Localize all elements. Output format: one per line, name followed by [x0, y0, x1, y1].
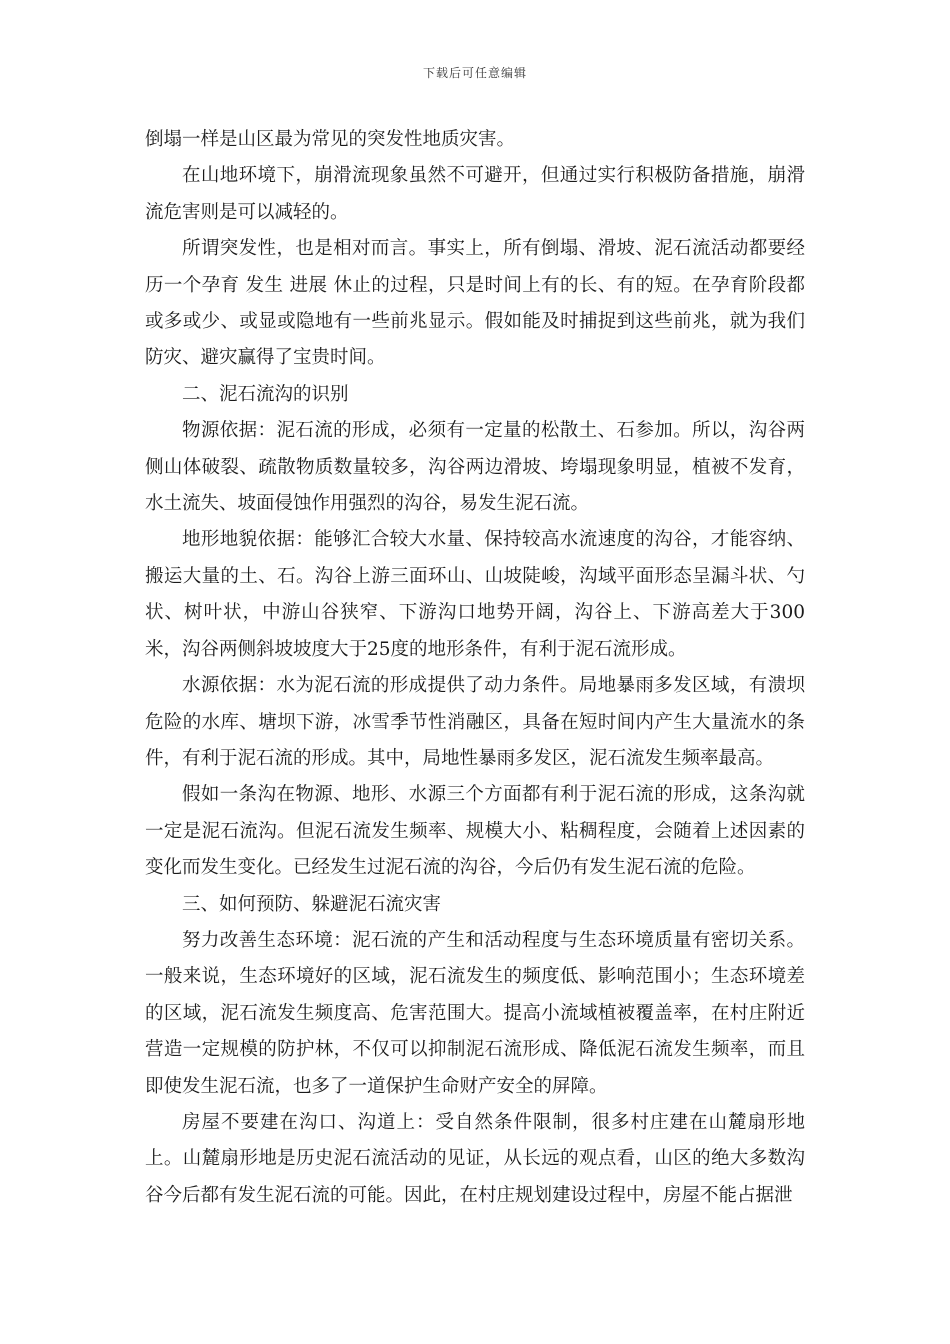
paragraph: 在山地环境下，崩滑流现象虽然不可避开，但通过实行积极防备措施，崩滑流危害则是可以减轻的。 [145, 165, 805, 223]
paragraph: 水源依据：水为泥石流的形成提供了动力条件。局地暴雨多发区域，有溃坝危险的水库、塘坝下游，冰雪季节性消融区，具备在短时间内产生大量流水的条件，有利于泥石流的形成。其中，局地性暴雨多发区，泥石流发生频率最高。 [145, 675, 805, 769]
section-heading: 二、泥石流沟的识别 [182, 383, 349, 405]
document-body [145, 122, 805, 1214]
paragraph: 假如一条沟在物源、地形、水源三个方面都有利于泥石流的形成，这条沟就一定是泥石流沟。但泥石流发生频率、规模大小、粘稠程度，会随着上述因素的变化而发生变化。已经发生过泥石流的沟谷，今后仍有发生泥石流的危险。 [145, 784, 805, 879]
section-heading: 三、如何预防、躲避泥石流灾害 [182, 893, 442, 915]
paragraph: 物源依据：泥石流的形成，必须有一定量的松散土、石参加。所以，沟谷两侧山体破裂、疏散物质数量较多，沟谷两边滑坡、垮塌现象明显，植被不发育，水土流失、坡面侵蚀作用强烈的沟谷，易发生泥石流。 [145, 420, 805, 515]
paragraph: 努力改善生态环境：泥石流的产生和活动程度与生态环境质量有密切关系。一般来说，生态环境好的区域，泥石流发生的频度低、影响范围小；生态环境差的区域，泥石流发生频度高、危害范围大。提高小流域植被覆盖率，在村庄附近营造一定规模的防护林，不仅可以抑制泥石流形成、降低泥石流发生频率，而且即使发生泥石流，也多了一道保护生命财产安全的屏障。 [145, 929, 805, 1097]
paragraph: 所谓突发性，也是相对而言。事实上，所有倒塌、滑坡、泥石流活动都要经历一个孕育 发生 进展 休止的过程，只是时间上有的长、有的短。在孕育阶段都或多或少、或显或隐地有一些前兆显示。假如能及时捕捉到这些前兆，就为我们防灾、避灾赢得了宝贵时间。 [145, 238, 805, 369]
page-header-note: 下载后可任意编辑 [422, 66, 527, 80]
paragraph: 地形地貌依据：能够汇合较大水量、保持较高水流速度的沟谷，才能容纳、搬运大量的土、石。沟谷上游三面环山、山坡陡峻，沟域平面形态呈漏斗状、勺状、树叶状，中游山谷狭窄、下游沟口地势开阔，沟谷上、下游高差大于300米，沟谷两侧斜坡坡度大于25度的地形条件，有利于泥石流形成。 [145, 529, 805, 660]
paragraph-continuation: 倒塌一样是山区最为常见的突发性地质灾害。 [145, 129, 516, 150]
paragraph: 房屋不要建在沟口、沟道上：受自然条件限制，很多村庄建在山麓扇形地上。山麓扇形地是历史泥石流活动的见证，从长远的观点看，山区的绝大多数沟谷今后都有发生泥石流的可能。因此，在村庄规划建设过程中，房屋不能占据泄 [145, 1111, 805, 1206]
